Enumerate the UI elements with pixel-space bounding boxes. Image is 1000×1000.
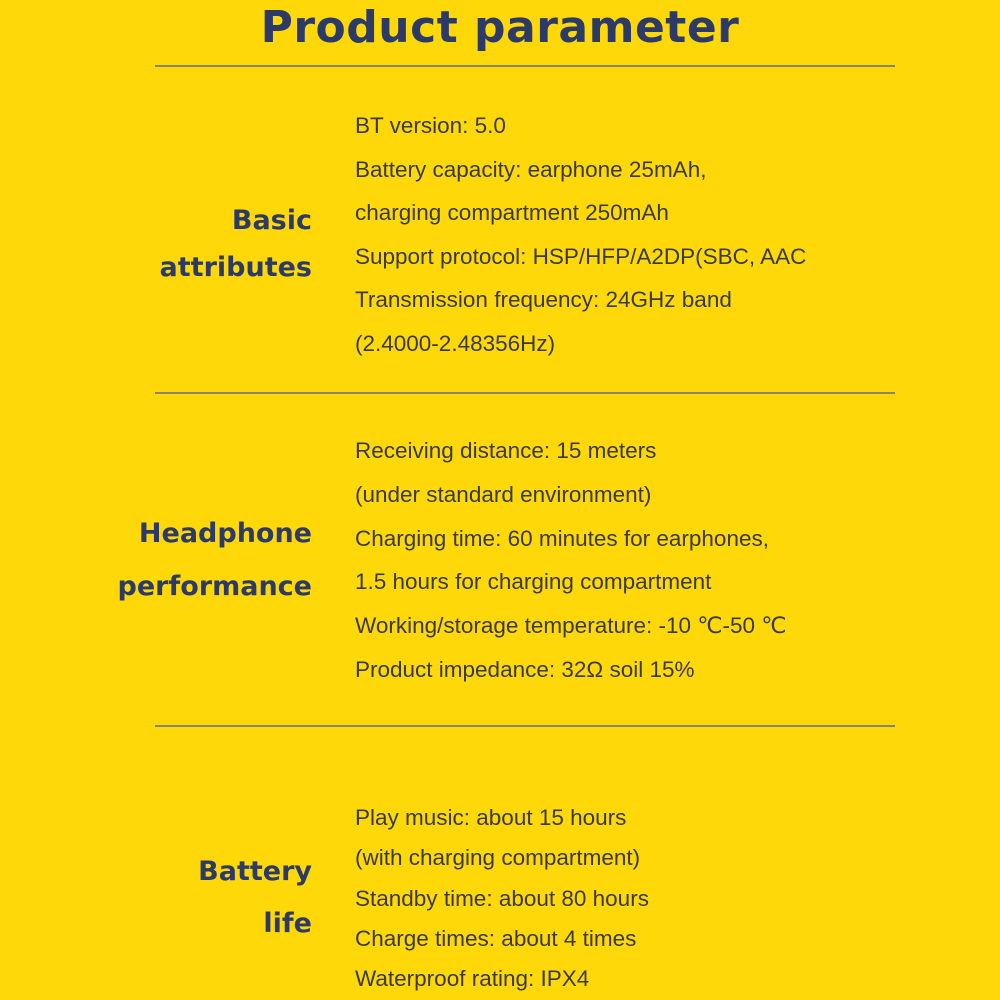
spec-line: (2.4000-2.48356Hz)	[355, 330, 556, 356]
divider-top	[155, 65, 895, 67]
page-title: Product parameter	[260, 2, 740, 53]
section-label-line: Battery	[198, 856, 312, 887]
section-label-line: performance	[117, 571, 312, 602]
section-label-line: attributes	[159, 252, 312, 283]
spec-line: (with charging compartment)	[355, 845, 641, 871]
spec-line: (under standard environment)	[355, 481, 652, 507]
spec-line: 1.5 hours for charging compartment	[355, 569, 712, 595]
spec-line: Play music: about 15 hours	[355, 805, 627, 830]
spec-line: Transmission frequency: 24GHz band	[355, 287, 732, 312]
section-label-basic-attributes	[160, 197, 312, 291]
spec-line: Charge times: about 4 times	[355, 925, 637, 951]
section-label-battery-life	[198, 846, 312, 950]
section-label-line: Basic	[231, 205, 312, 236]
section-label-headphone-performance	[118, 507, 312, 613]
spec-line: Battery capacity: earphone 25mAh,	[355, 156, 707, 182]
divider-1	[155, 392, 895, 394]
spec-line: Support protocol: HSP/HFP/A2DP(SBC, AAC	[355, 243, 807, 269]
spec-line: BT version: 5.0	[355, 113, 506, 138]
spec-list-headphone-performance	[355, 429, 975, 692]
spec-list-basic-attributes	[355, 104, 975, 365]
spec-line: charging compartment 250mAh	[355, 200, 669, 225]
spec-list-battery-life	[355, 798, 975, 999]
section-label-line: life	[263, 908, 312, 939]
divider-2	[155, 725, 895, 727]
spec-line: Product impedance: 32Ω soil 15%	[355, 656, 695, 682]
spec-line: Charging time: 60 minutes for earphones,	[355, 525, 769, 551]
section-label-line: Headphone	[138, 518, 312, 549]
spec-line: Waterproof rating: IPX4	[355, 966, 590, 992]
spec-line: Standby time: about 80 hours	[355, 885, 649, 911]
spec-line: Receiving distance: 15 meters	[355, 438, 657, 463]
spec-line: Working/storage temperature: -10 ℃-50 ℃	[355, 613, 787, 639]
